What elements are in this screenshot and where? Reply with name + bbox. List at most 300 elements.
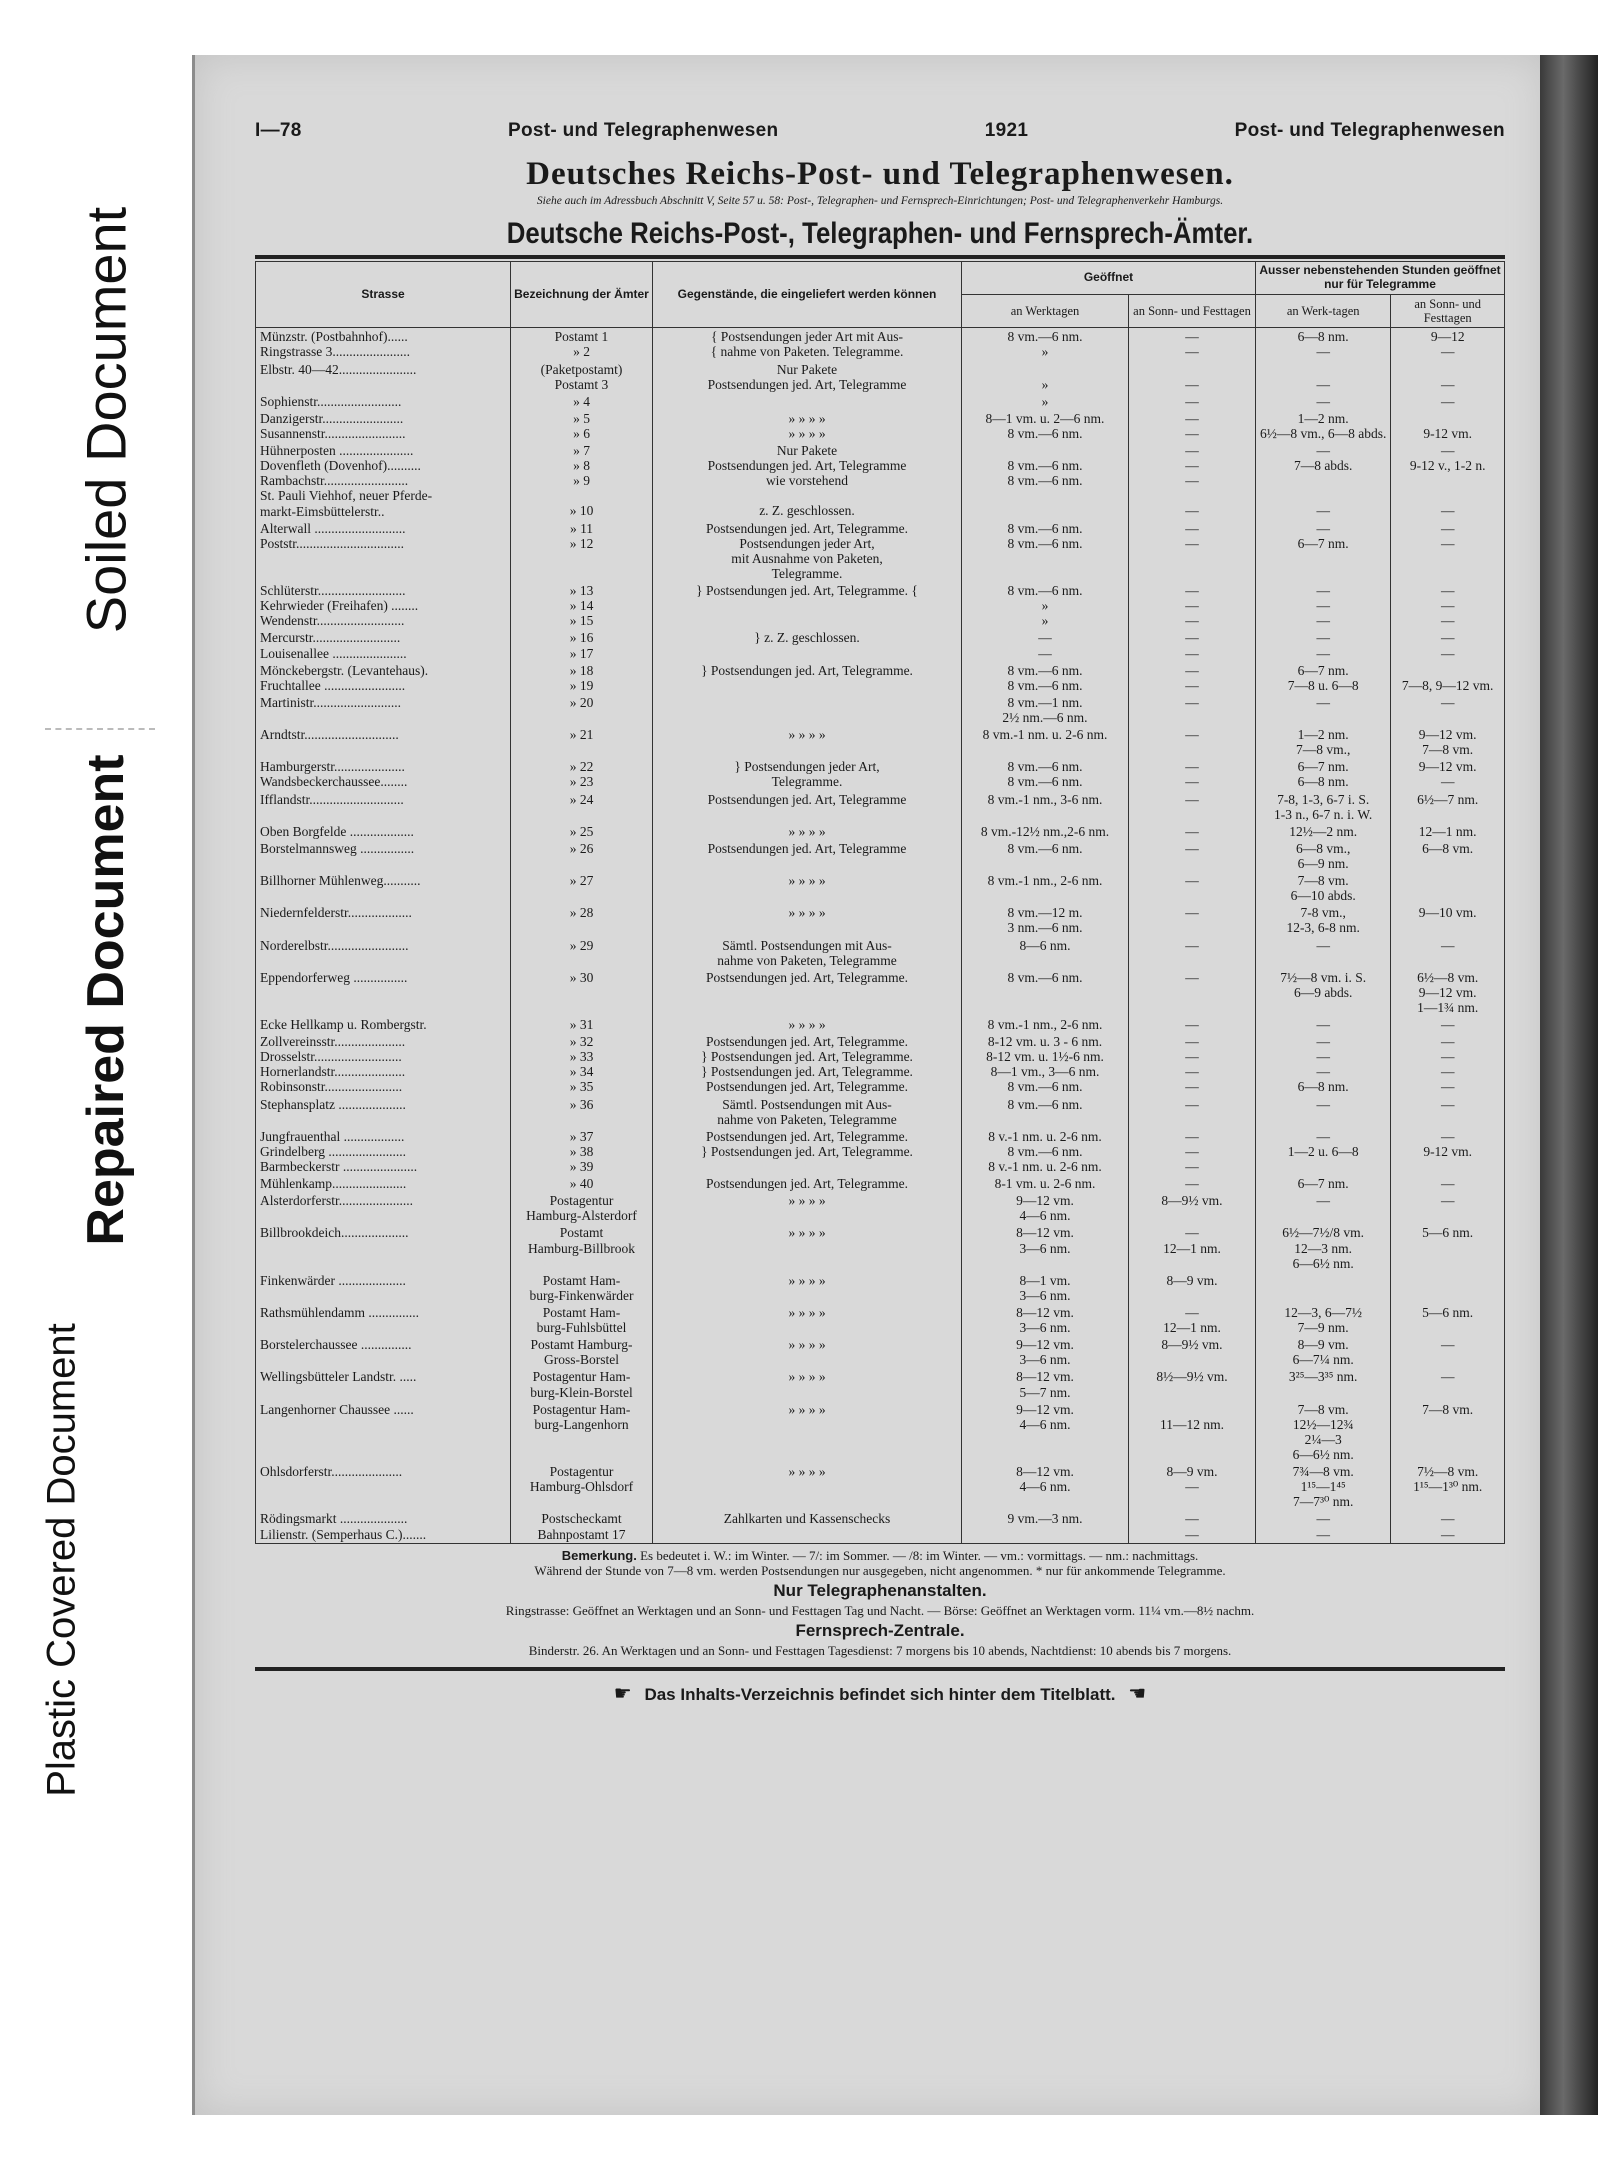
- sunday-hours-cell: [1129, 840, 1256, 872]
- telegram-sunday-line: 6½—7 nm.: [1417, 791, 1479, 807]
- sunday-hours-line: —: [1185, 1305, 1199, 1321]
- weekday-hours-cell: [962, 1368, 1129, 1400]
- telegram-sunday-cell: [1391, 872, 1505, 904]
- items-line: » » » »: [788, 1464, 826, 1480]
- street-line: Hühnerposten ......................: [260, 443, 414, 459]
- items-line: Postsendungen jed. Art, Telegramme: [707, 840, 907, 856]
- telegram-weekday-cell: [1256, 726, 1391, 758]
- remark: [255, 1548, 1505, 1579]
- street-cell: [256, 393, 511, 410]
- telegram-weekday-cell: [1256, 361, 1391, 393]
- office-line: » 14: [569, 598, 594, 614]
- office-line: Postscheckamt: [541, 1511, 622, 1527]
- office-line: » 19: [569, 677, 594, 693]
- items-cell: [653, 1510, 962, 1543]
- weekday-hours-line: 8 vm.—1 nm.: [1007, 694, 1083, 710]
- telegram-sunday-cell: [1391, 1510, 1505, 1543]
- street-line: Zollvereinsstr.....................: [260, 1034, 406, 1050]
- office-line: » 38: [569, 1143, 594, 1159]
- office-line: Postagentur Ham-: [532, 1401, 631, 1417]
- telegram-sunday-cell: [1391, 1336, 1505, 1368]
- weekday-hours-line: 8 vm.-1 nm., 2-6 nm.: [987, 1017, 1103, 1033]
- sunday-hours-line: —: [1185, 840, 1199, 856]
- office-line: Gross-Borstel: [544, 1352, 619, 1368]
- office-cell: [511, 629, 653, 661]
- telegram-weekday-line: 6—8 nm.: [1297, 1079, 1349, 1095]
- page-number: I—78: [255, 120, 302, 141]
- telegram-weekday-line: 6—7¼ nm.: [1292, 1352, 1354, 1368]
- telegram-weekday-line: [1260, 1159, 1386, 1174]
- sunday-hours-line: —: [1185, 410, 1199, 426]
- weekday-hours-line: 8 vm.—6 nm.: [1007, 426, 1083, 441]
- telegram-sunday-cell: [1391, 410, 1505, 442]
- fernsprech-title: Fernsprech-Zentrale.: [795, 1620, 965, 1640]
- telegram-sunday-line: —: [1440, 1049, 1455, 1065]
- sunday-hours-line: —: [1185, 613, 1199, 629]
- office-line: » 24: [569, 791, 594, 807]
- weekday-hours-cell: [962, 1336, 1129, 1368]
- street-line: Robinsonstr.......................: [260, 1079, 403, 1095]
- office-cell: [511, 726, 653, 758]
- office-cell: [511, 872, 653, 904]
- items-line: } Postsendungen jed. Art, Telegramme. {: [696, 583, 918, 599]
- telegram-weekday-line: 2¼—3: [1304, 1431, 1342, 1447]
- items-line: Sämtl. Postsendungen mit Aus-: [722, 937, 892, 953]
- street-cell: [256, 1510, 511, 1543]
- street-cell: [256, 1224, 511, 1271]
- office-line: » 21: [569, 727, 594, 743]
- office-line: » 17: [569, 645, 594, 661]
- street-line: Elbstr. 40—42.......................: [260, 361, 417, 377]
- remark-text-2: Während der Stunde von 7—8 vm. werden Postsendungen nur ausgegeben, nicht angenommen. * nur für ankommende Telegramme.: [534, 1563, 1226, 1579]
- sunday-hours-line: —: [1185, 473, 1199, 489]
- items-line: » » » »: [788, 1305, 826, 1321]
- office-cell: [511, 904, 653, 936]
- sunday-hours-cell: [1129, 582, 1256, 629]
- sunday-hours-cell: [1129, 520, 1256, 582]
- sunday-hours-line: —: [1185, 1017, 1199, 1033]
- weekday-hours-cell: [962, 840, 1129, 872]
- sunday-hours-line: 12—1 nm.: [1163, 1240, 1221, 1256]
- telegram-sunday-cell: [1391, 823, 1505, 840]
- telegram-sunday-line: —: [1440, 1128, 1455, 1144]
- street-cell: [256, 1128, 511, 1175]
- street-line: Rödingsmarkt ....................: [260, 1511, 408, 1527]
- running-head: [255, 120, 1505, 142]
- weekday-hours-cell: [962, 1401, 1129, 1463]
- street-line: Ifflandstr............................: [260, 791, 404, 807]
- items-cell: [653, 328, 962, 361]
- items-cell: [653, 410, 962, 442]
- telegram-sunday-line: —: [1440, 1096, 1455, 1112]
- office-line: » 26: [569, 840, 594, 856]
- sunday-hours-line: —: [1185, 1096, 1199, 1112]
- sunday-hours-cell: [1129, 904, 1256, 936]
- office-line: » 13: [569, 583, 594, 599]
- weekday-hours-line: 5—7 nm.: [1019, 1384, 1071, 1400]
- telegram-sunday-line: —: [1440, 1079, 1455, 1095]
- street-cell: [256, 662, 511, 694]
- weekday-hours-line: 8 vm.—12 m.: [1007, 905, 1083, 921]
- items-line: Postsendungen jed. Art, Telegramme.: [705, 1034, 909, 1050]
- weekday-hours-line: 8-12 vm. u. 1½-6 nm.: [986, 1049, 1104, 1065]
- telegram-weekday-line: 6—9 abds.: [1293, 984, 1353, 1000]
- office-line: » 40: [569, 1176, 594, 1192]
- items-line: [657, 1527, 957, 1542]
- col-tel-werk: an Werk-tagen: [1256, 294, 1391, 328]
- weekday-hours-line: 8 vm.—6 nm.: [1007, 774, 1083, 790]
- office-line: Hamburg-Alsterdorf: [526, 1208, 637, 1224]
- telegram-sunday-line: 9-12 v., 1-2 n.: [1409, 458, 1486, 474]
- street-cell: [256, 1304, 511, 1336]
- items-cell: [653, 758, 962, 790]
- office-line: » 29: [569, 937, 594, 953]
- street-line: Finkenwärder ....................: [260, 1272, 406, 1288]
- office-cell: [511, 1336, 653, 1368]
- office-cell: [511, 1304, 653, 1336]
- telegram-weekday-cell: [1256, 840, 1391, 872]
- office-cell: [511, 520, 653, 582]
- weekday-hours-line: 8—12 vm.: [1016, 1305, 1074, 1321]
- sunday-hours-line: —: [1185, 1143, 1199, 1159]
- items-cell: [653, 937, 962, 969]
- sunday-hours-cell: [1129, 361, 1256, 393]
- telegram-sunday-line: 9—12 vm.: [1418, 759, 1477, 775]
- items-line: » » » »: [788, 1401, 826, 1417]
- separator: [45, 728, 155, 730]
- office-cell: [511, 840, 653, 872]
- street-line: Niedernfelderstr...................: [260, 905, 412, 921]
- telegram-weekday-line: 6—6½ nm.: [1292, 1447, 1354, 1462]
- office-line: » 15: [569, 613, 594, 629]
- sunday-hours-cell: [1129, 823, 1256, 840]
- table-row: [256, 520, 1505, 582]
- telegram-sunday-cell: [1391, 937, 1505, 969]
- office-cell: [511, 1033, 653, 1095]
- telegram-sunday-line: 9—12 vm.: [1418, 727, 1477, 743]
- office-cell: [511, 1175, 653, 1192]
- sunday-hours-cell: [1129, 1224, 1256, 1271]
- telegram-weekday-line: 6½—7½/8 vm.: [1282, 1225, 1365, 1241]
- weekday-hours-line: 8 v.-1 nm. u. 2-6 nm.: [988, 1128, 1102, 1144]
- col-bezeichnung: Bezeichnung der Ämter: [511, 262, 653, 328]
- weekday-hours-line: 8 vm.—6 nm.: [1007, 1079, 1083, 1095]
- table-row: [256, 694, 1505, 726]
- sunday-hours-line: —: [1185, 662, 1199, 678]
- table-row: [256, 1224, 1505, 1271]
- sunday-hours-cell: [1129, 1463, 1256, 1510]
- office-line: burg-Langenhorn: [534, 1416, 629, 1432]
- weekday-hours-line: 9 vm.—3 nm.: [1007, 1511, 1083, 1527]
- telegram-weekday-cell: [1256, 823, 1391, 840]
- office-line: burg-Finkenwärder: [529, 1287, 634, 1303]
- weekday-hours-line: [966, 503, 1124, 518]
- street-line: Dovenfleth (Dovenhof)..........: [260, 458, 421, 474]
- items-line: » » » »: [788, 905, 826, 921]
- telegram-sunday-cell: [1391, 726, 1505, 758]
- items-line: } Postsendungen jed. Art, Telegramme.: [701, 1064, 913, 1080]
- street-line: Susannenstr........................: [260, 426, 406, 441]
- office-cell: [511, 410, 653, 442]
- telegram-weekday-line: [1260, 1288, 1386, 1303]
- office-cell: [511, 1224, 653, 1271]
- office-line: » 10: [569, 503, 594, 519]
- sunday-hours-line: —: [1185, 443, 1199, 459]
- telegram-sunday-cell: [1391, 1033, 1505, 1095]
- street-line: Barmbeckerstr ......................: [260, 1159, 418, 1175]
- office-line: » 31: [569, 1017, 594, 1033]
- telegram-weekday-line: —: [1316, 630, 1330, 646]
- telegram-weekday-line: —: [1316, 503, 1330, 519]
- sunday-hours-line: —: [1185, 426, 1199, 441]
- sunday-hours-line: 8—9½ vm.: [1161, 1337, 1223, 1353]
- telegram-sunday-cell: [1391, 791, 1505, 823]
- telegram-sunday-line: 1¹⁵—1³⁰ nm.: [1413, 1479, 1483, 1495]
- office-cell: [511, 442, 653, 520]
- telegram-weekday-cell: [1256, 937, 1391, 969]
- office-line: Postamt Ham-: [542, 1272, 621, 1288]
- items-cell: [653, 1016, 962, 1033]
- weekday-hours-line: 8 vm.—6 nm.: [1007, 535, 1083, 551]
- weekday-hours-line: »: [1041, 613, 1049, 629]
- telegram-weekday-line: [1260, 1208, 1386, 1223]
- weekday-hours-line: »: [1041, 344, 1049, 360]
- sunday-hours-line: —: [1185, 727, 1199, 743]
- telegram-sunday-line: —: [1440, 613, 1455, 629]
- items-line: Nur Pakete: [776, 361, 838, 377]
- telegram-weekday-line: —: [1316, 694, 1330, 710]
- street-line: Sophienstr.........................: [260, 393, 402, 409]
- weekday-hours-line: 8 vm.-1 nm., 3-6 nm.: [987, 791, 1103, 807]
- footer-note: [255, 1681, 1505, 1706]
- sunday-hours-cell: [1129, 1096, 1256, 1128]
- sunday-hours-line: —: [1185, 645, 1199, 661]
- telegram-sunday-cell: [1391, 1224, 1505, 1271]
- telegram-weekday-line: 6½—8 vm., 6—8 abds.: [1260, 426, 1387, 441]
- street-line: Jungfrauenthal ..................: [260, 1128, 405, 1144]
- table-row: [256, 442, 1505, 520]
- street-line: Ringstrasse 3.......................: [260, 344, 410, 360]
- office-cell: [511, 1016, 653, 1033]
- sunday-hours-line: —: [1185, 1049, 1199, 1065]
- items-line: » » » »: [788, 1337, 826, 1353]
- weekday-hours-cell: [962, 791, 1129, 823]
- sunday-hours-cell: [1129, 937, 1256, 969]
- street-line: Stephansplatz ....................: [260, 1096, 406, 1112]
- street-line: Hornerlandstr.....................: [260, 1064, 406, 1080]
- weekday-hours-line: »: [1041, 598, 1049, 614]
- telegram-sunday-cell: [1391, 629, 1505, 661]
- sunday-hours-cell: [1129, 393, 1256, 410]
- sunday-hours-line: [1133, 1385, 1251, 1400]
- street-cell: [256, 1272, 511, 1304]
- items-line: [657, 488, 957, 503]
- heavy-rule: [255, 255, 1505, 259]
- office-line: » 34: [569, 1064, 594, 1080]
- table-row: [256, 1096, 1505, 1128]
- telegram-weekday-line: —: [1316, 1096, 1330, 1112]
- items-line: wie vorstehend: [765, 473, 849, 489]
- items-line: » » » »: [788, 1369, 826, 1385]
- table-body: [256, 328, 1505, 1543]
- weekday-hours-line: 8—12 vm.: [1016, 1225, 1074, 1241]
- telegraph-text: Ringstrasse: Geöffnet an Werktagen und an Sonn- und Festtagen Tag und Nacht. — Börse: Geöffnet an Werktagen vorm. 11¼ vm.—8½ nachm.: [505, 1602, 1255, 1618]
- telegram-sunday-cell: [1391, 904, 1505, 936]
- street-line: Oben Borgfelde ...................: [260, 823, 414, 839]
- telegram-weekday-cell: [1256, 1304, 1391, 1336]
- sunday-hours-line: —: [1185, 759, 1199, 775]
- office-line: » 25: [569, 823, 594, 839]
- col-sonn: an Sonn- und Festtagen: [1129, 294, 1256, 328]
- telegram-sunday-cell: [1391, 1272, 1505, 1304]
- col-tel-sonn: an Sonn- und Festtagen: [1391, 294, 1505, 328]
- items-line: Postsendungen jed. Art, Telegramme: [707, 791, 907, 807]
- telegram-sunday-line: —: [1440, 583, 1455, 599]
- telegram-weekday-line: —: [1316, 598, 1330, 614]
- telegram-weekday-cell: [1256, 442, 1391, 520]
- telegram-sunday-cell: [1391, 694, 1505, 726]
- office-line: » 27: [569, 873, 594, 889]
- weekday-hours-line: 8-12 vm. u. 3 - 6 nm.: [987, 1034, 1103, 1050]
- items-line: » » » »: [788, 1193, 826, 1209]
- office-line: » 32: [569, 1034, 594, 1050]
- weekday-hours-line: 4—6 nm.: [1019, 1208, 1071, 1224]
- office-cell: [511, 1272, 653, 1304]
- book-binding: [1540, 55, 1598, 2115]
- weekday-hours-line: 4—6 nm.: [1019, 1416, 1071, 1432]
- pointing-hand-left-icon: ☚: [1128, 1682, 1147, 1705]
- weekday-hours-line: [966, 443, 1124, 458]
- items-line: Postsendungen jeder Art,: [739, 535, 875, 551]
- table-row: [256, 840, 1505, 872]
- sunday-hours-cell: [1129, 328, 1256, 361]
- items-line: Telegramme.: [771, 774, 843, 790]
- table-row: [256, 1192, 1505, 1224]
- telegram-weekday-line: 7—8 abds.: [1293, 458, 1353, 474]
- weekday-hours-cell: [962, 694, 1129, 726]
- items-cell: [653, 393, 962, 410]
- items-cell: [653, 1304, 962, 1336]
- telegram-sunday-line: —: [1440, 520, 1455, 536]
- items-line: » » » »: [788, 1272, 826, 1288]
- sunday-hours-cell: [1129, 791, 1256, 823]
- weekday-hours-line: 3 nm.—6 nm.: [1007, 920, 1083, 936]
- street-line: Alterwall ...........................: [260, 520, 406, 536]
- reference-note: Siehe auch im Adressbuch Abschnitt V, Seite 57 u. 58: Post-, Telegraphen- und Fernsprech-Einrichtungen; Post- und Telegraphenverkehr Hamburgs.: [536, 195, 1224, 207]
- weekday-hours-cell: [962, 662, 1129, 694]
- running-head-right: Post- und Telegraphenwesen: [1234, 120, 1505, 141]
- sunday-hours-cell: [1129, 662, 1256, 694]
- items-line: [657, 394, 957, 409]
- weekday-hours-line: 3—6 nm.: [1019, 1320, 1071, 1336]
- sunday-hours-line: —: [1185, 598, 1199, 614]
- telegram-sunday-line: [1395, 488, 1500, 503]
- street-cell: [256, 1336, 511, 1368]
- telegram-weekday-cell: [1256, 520, 1391, 582]
- street-line: Wandsbeckerchaussee........: [260, 774, 408, 790]
- street-cell: [256, 694, 511, 726]
- table-row: [256, 410, 1505, 442]
- telegram-sunday-line: —: [1440, 376, 1455, 392]
- items-cell: [653, 791, 962, 823]
- telegram-sunday-line: —: [1440, 443, 1455, 459]
- telegram-weekday-line: —: [1316, 1049, 1330, 1065]
- telegram-sunday-line: —: [1440, 393, 1455, 409]
- telegram-sunday-line: —: [1440, 630, 1455, 646]
- street-line: Billhorner Mühlenweg...........: [260, 873, 421, 889]
- telegram-weekday-cell: [1256, 1192, 1391, 1224]
- weekday-hours-line: 8—6 nm.: [1019, 937, 1071, 953]
- telegram-weekday-line: [1260, 1273, 1386, 1288]
- telegram-weekday-line: 7¾—8 vm.: [1292, 1464, 1354, 1480]
- items-line: » » » »: [788, 873, 826, 889]
- telegram-weekday-cell: [1256, 969, 1391, 1016]
- weekday-hours-line: —: [1038, 630, 1052, 646]
- street-cell: [256, 520, 511, 582]
- telegram-weekday-line: 6—7 nm.: [1297, 1176, 1349, 1192]
- items-cell: [653, 520, 962, 582]
- weekday-hours-line: 9—12 vm.: [1016, 1401, 1074, 1417]
- telegram-sunday-line: 9—12 vm.: [1418, 984, 1477, 1000]
- telegram-sunday-cell: [1391, 520, 1505, 582]
- items-cell: [653, 872, 962, 904]
- sunday-hours-line: [1133, 488, 1251, 503]
- street-line: Münzstr. (Postbahnhof)......: [260, 329, 408, 345]
- weekday-hours-line: [966, 1527, 1124, 1542]
- page-content: [255, 120, 1505, 1706]
- office-cell: [511, 393, 653, 410]
- telegram-sunday-cell: [1391, 1175, 1505, 1192]
- street-cell: [256, 1368, 511, 1400]
- weekday-hours-cell: [962, 823, 1129, 840]
- telegram-weekday-line: 6—6½ nm.: [1292, 1255, 1354, 1271]
- sunday-hours-line: [1133, 1208, 1251, 1223]
- street-cell: [256, 823, 511, 840]
- telegram-sunday-line: —: [1440, 1034, 1455, 1050]
- street-line: Arndtstr............................: [260, 727, 399, 743]
- telegram-sunday-line: 9—10 vm.: [1418, 905, 1477, 921]
- weekday-hours-cell: [962, 393, 1129, 410]
- weekday-hours-line: 9—12 vm.: [1016, 1337, 1074, 1353]
- street-cell: [256, 1096, 511, 1128]
- table-row: [256, 662, 1505, 694]
- items-line: nahme von Paketen, Telegramme: [717, 1111, 897, 1127]
- weekday-hours-line: [966, 362, 1124, 377]
- items-cell: [653, 823, 962, 840]
- office-line: » 35: [569, 1079, 594, 1095]
- telegram-weekday-line: —: [1316, 344, 1330, 360]
- items-cell: [653, 1224, 962, 1271]
- telegram-sunday-cell: [1391, 361, 1505, 393]
- street-line: Danzigerstr........................: [260, 410, 404, 426]
- telegram-weekday-line: [1260, 473, 1386, 488]
- items-cell: [653, 904, 962, 936]
- sunday-hours-line: —: [1185, 873, 1199, 889]
- office-line: burg-Klein-Borstel: [530, 1384, 633, 1400]
- telegram-sunday-cell: [1391, 758, 1505, 790]
- office-cell: [511, 582, 653, 629]
- street-cell: [256, 791, 511, 823]
- weekday-hours-cell: [962, 726, 1129, 758]
- street-line: Drosselstr..........................: [260, 1049, 402, 1065]
- items-line: z. Z. geschlossen.: [759, 503, 855, 519]
- items-line: Postsendungen jed. Art, Telegramme: [707, 376, 907, 392]
- telegram-sunday-line: —: [1440, 1176, 1455, 1192]
- weekday-hours-line: 2½ nm.—6 nm.: [1002, 709, 1088, 725]
- telegram-sunday-line: —: [1440, 937, 1455, 953]
- street-cell: [256, 442, 511, 520]
- items-line: } Postsendungen jed. Art, Telegramme.: [701, 1049, 913, 1065]
